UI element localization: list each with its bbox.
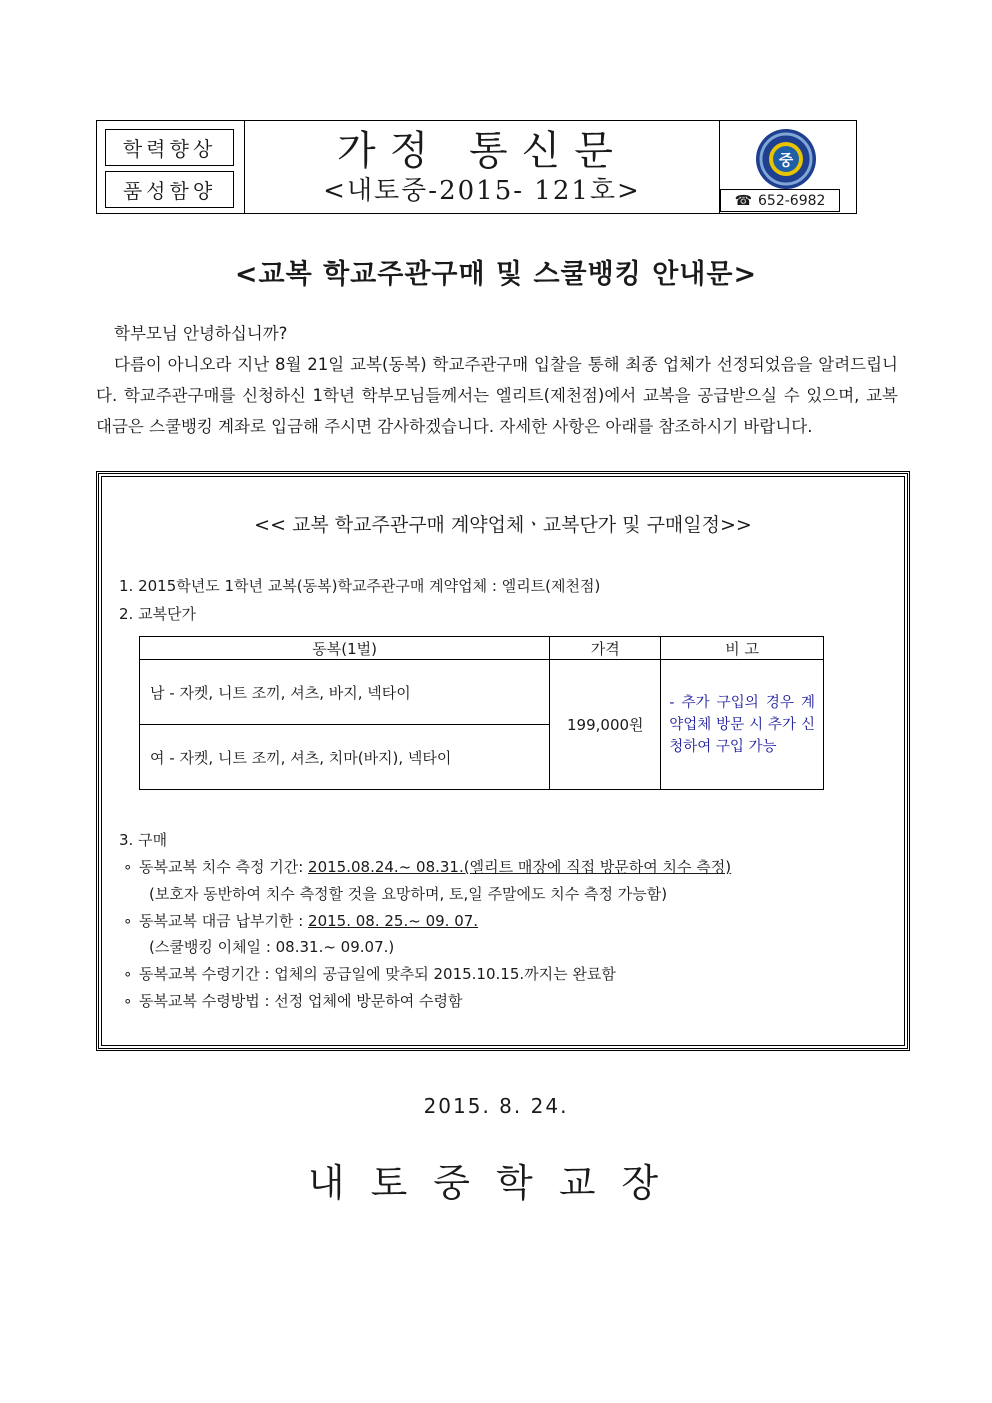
bullet-dot-icon: ∘ (123, 912, 133, 930)
phone-number: 652-6982 (758, 192, 826, 209)
measurement-note: (보호자 동반하여 치수 측정할 것을 요망하며, 토,일 주말에도 치수 측정 가능함) (149, 885, 668, 903)
price-table (139, 636, 824, 790)
bullet-label: 동복교복 대금 납부기한 : (139, 912, 304, 930)
bullet-measurement (123, 857, 731, 877)
intro-body: 다름이 아니오라 지난 8월 21일 교복(동복) 학교주관구매 입찰을 통해 최종 업체가 선정되었음을 알려드립니다. 학교주관구매를 신청하신 1학년 학부모님들께서는 엘리트(제천점)에서 교복을 공급받으실 수 있으며, 교복 대금은 스쿨뱅킹 계좌로 입금해 주시면 감사하겠습니다. 자세한 사항은 아래를 참조하시기 바랍니다. (96, 355, 898, 436)
row-male-items: 남 - 자켓, 니트 조끼, 셔츠, 바지, 넥타이 (140, 660, 550, 725)
emblem-panel (720, 121, 856, 213)
school-emblem-icon (754, 127, 818, 191)
emblem-text: 중 (778, 151, 794, 169)
greeting: 학부모님 안녕하십니까? (114, 324, 288, 343)
item-3-purchase-heading: 3. 구매 (119, 831, 168, 849)
principal-signature: 내토중학교장 (307, 1161, 685, 1205)
bullet-label: 동복교복 수령방법 : 선정 업체에 방문하여 수령함 (139, 992, 463, 1010)
phone-box (720, 189, 840, 212)
header-remarks: 비 고 (661, 637, 824, 660)
main-title: <교복 학교주관구매 및 스쿨뱅킹 안내문> (234, 259, 758, 290)
info-box (96, 471, 910, 1051)
motto-panel (97, 121, 245, 213)
item-2-price-heading: 2. 교복단가 (119, 605, 197, 623)
bullet-value: 2015. 08. 25.~ 09. 07. (308, 912, 479, 930)
row-female-items: 여 - 자켓, 니트 조끼, 셔츠, 치마(바지), 넥타이 (140, 725, 550, 790)
bullet-dot-icon: ∘ (123, 992, 133, 1010)
telephone-icon: ☎ (734, 192, 753, 209)
document-number: <내토중-2015- 121호> (323, 176, 641, 206)
header-price: 가격 (550, 637, 661, 660)
bullet-receipt-method (123, 991, 462, 1011)
letter-header (96, 120, 857, 214)
bullet-dot-icon: ∘ (123, 858, 133, 876)
document-title: 가정 통신문 (337, 128, 627, 174)
remarks-note: - 추가 구입의 경우 계약업체 방문 시 추가 신청하여 구입 가능 (661, 660, 824, 790)
bullet-dot-icon: ∘ (123, 965, 133, 983)
bullet-label: 동복교복 치수 측정 기간: (139, 858, 304, 876)
motto-1: 학력향상 (105, 129, 234, 166)
price-value: 199,000원 (550, 660, 661, 790)
box-title: << 교복 학교주관구매 계약업체ㆍ교복단가 및 구매일정>> (254, 514, 752, 536)
bullet-receipt-period (123, 964, 616, 984)
payment-note: (스쿨뱅킹 이체일 : 08.31.~ 09.07.) (149, 938, 395, 956)
motto-2: 품성함양 (105, 171, 234, 208)
intro-text (96, 318, 898, 442)
title-panel (245, 121, 720, 213)
item-1-contractor: 1. 2015학년도 1학년 교복(동복)학교주관구매 계약업체 : 엘리트(제천점) (119, 577, 601, 595)
letter-date: 2015. 8. 24. (423, 1094, 569, 1118)
bullet-payment (123, 911, 478, 931)
bullet-value: 2015.08.24.~ 08.31.(엘리트 매장에 직접 방문하여 치수 측정) (308, 858, 732, 876)
bullet-label: 동복교복 수령기간 : 업체의 공급일에 맞추되 2015.10.15.까지는 완료함 (139, 965, 616, 983)
header-winter-uniform: 동복(1벌) (140, 637, 550, 660)
